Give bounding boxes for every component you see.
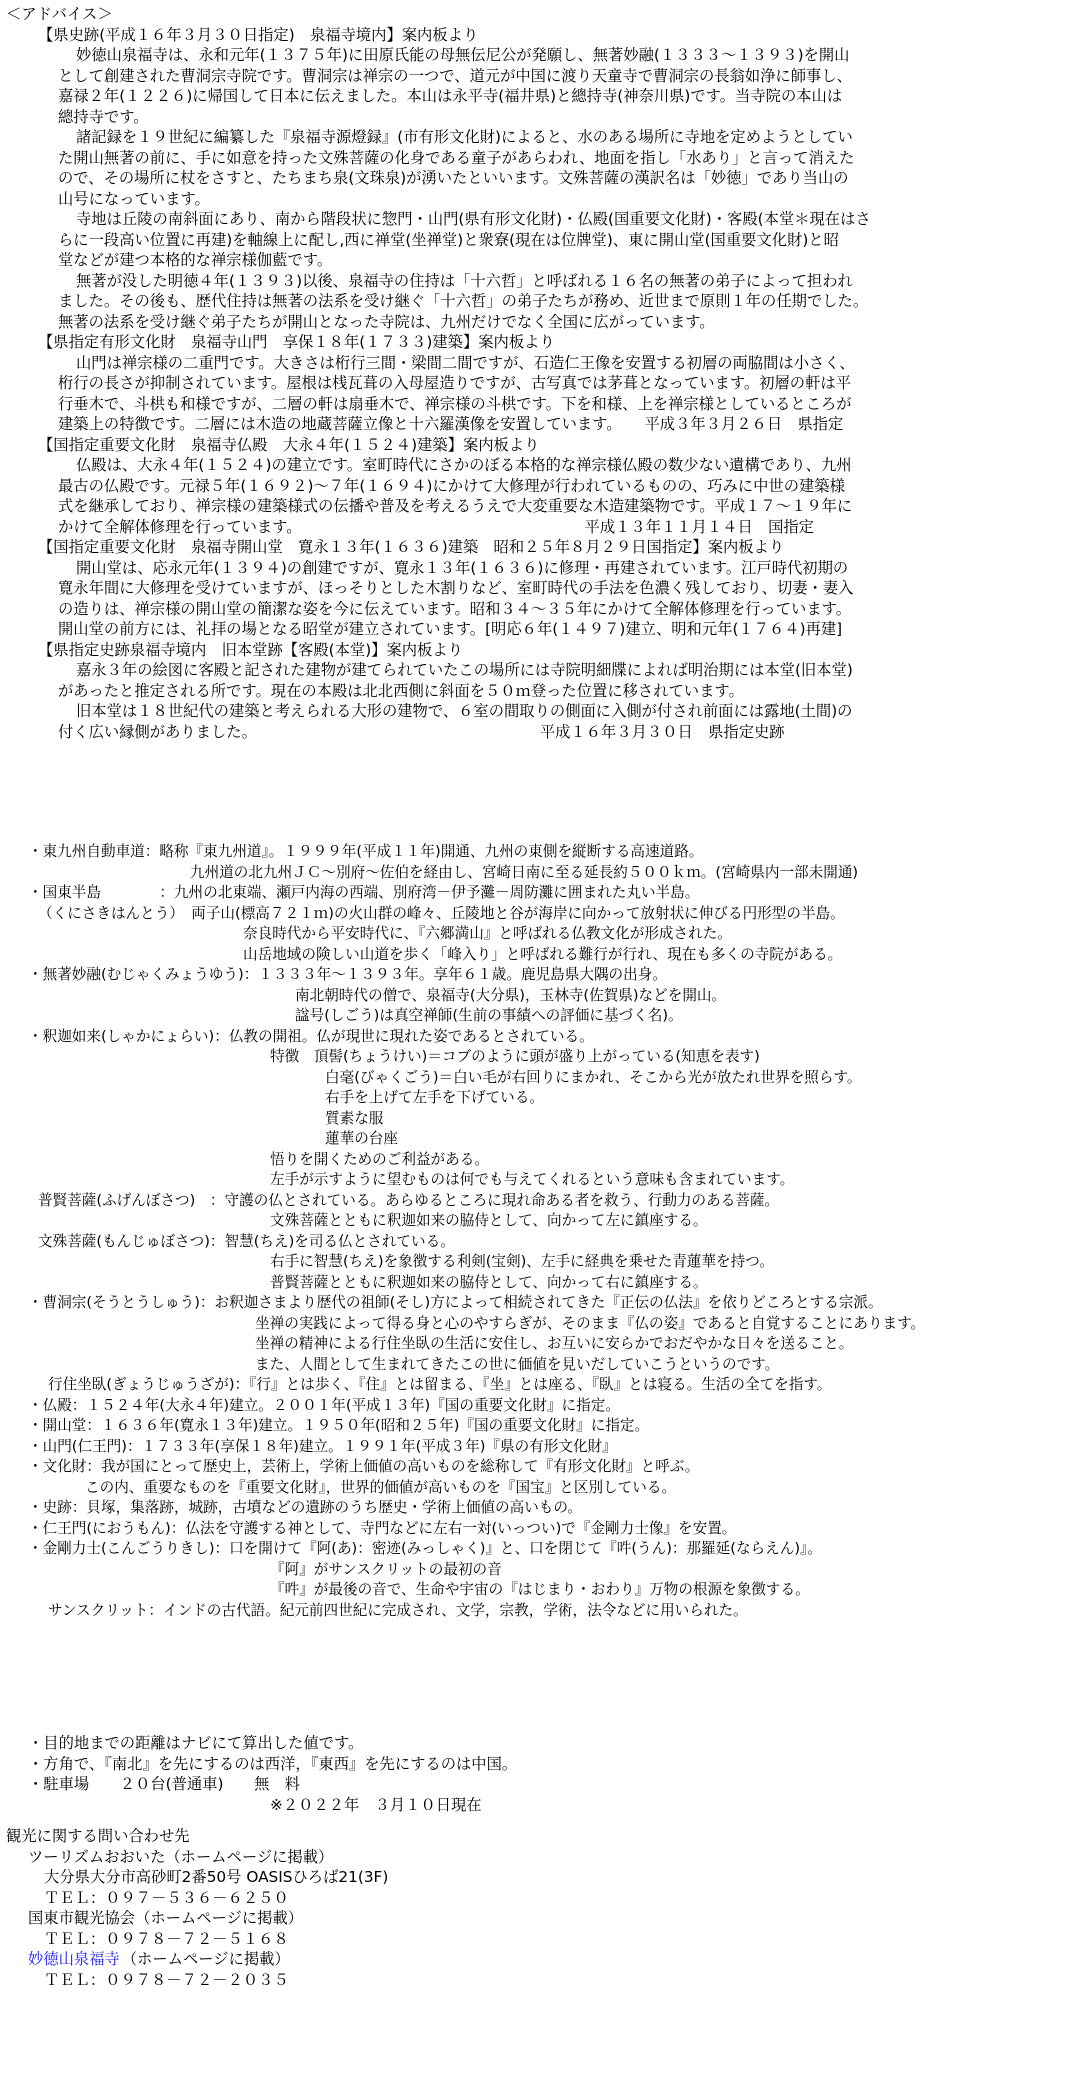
glossary-line: 白毫(びゃくごう)＝白い毛が右回りにまかれ、そこから光が放たれ世界を照らす。 [325, 1068, 862, 1086]
contact-name-suffix: （ホームページに掲載） [121, 1950, 290, 1968]
glossary-line: ・東九州自動車道：略称『東九州道』。１９９９年(平成１１年)開通、九州の東側を縦断する高速道路。 [28, 843, 704, 860]
glossary-line: ・無著妙融(むじゃくみょうゆう)：１３３３年〜１３９３年。享年６１歳。鹿児島県大隅の出身。 [28, 966, 667, 983]
section-text-line: 寛永年間に大修理を受けていますが、ほっそりとした木割りなど、室町時代の手法を色濃く残しており、切妻・妻入 [58, 579, 854, 597]
glossary-line: ・文化財：我が国にとって歴史上，芸術上，学術上価値の高いものを総称して『有形文化財』と呼ぶ。 [28, 1458, 700, 1475]
glossary-line: 奈良時代から平安時代に、『六郷満山』と呼ばれる仏教文化が形成された。 [243, 925, 732, 942]
section-text-line: 式を継承しており、禅宗様の建築様式の伝播や普及を考えるうえで大変重要な木造建築物です。平成１７〜１９年に [58, 497, 853, 515]
section-text-line: 付く広い縁側がありました。 平成１６年３月３０日 県指定史跡 [58, 722, 785, 741]
section-text-line: 最古の仏殿です。元禄５年(１６９２)〜７年(１６９４)にかけて大修理が行われているものの、巧みに中世の建築様 [58, 476, 845, 495]
glossary-line: 坐禅の実践によって得る身と心のやすらぎが、そのまま『仏の姿』であると自覚することにあります。 [255, 1314, 926, 1332]
glossary-line: この内、重要なものを『重要文化財』，世界的価値が高いものを『国宝』と区別している。 [85, 1478, 677, 1496]
glossary-line: 九州道の北九州ＪＣ〜別府～佐伯を経由し、宮崎日南に至る延長約５００ｋｍ。(宮崎県内一部未開通) [190, 863, 859, 881]
glossary-line: 坐禅の精神による行住坐臥の生活に安住し、お互いに安らかでおだやかな日々を送ること。 [255, 1335, 854, 1352]
section-text-line: 開山堂の前方には、礼拝の場となる昭堂が建立されています。[明応６年(１４９７)建立、明和元年(１７６４)再建] [58, 620, 843, 638]
contact-name-kunisaki-association: 国東市観光協会（ホームページに掲載） [28, 1909, 304, 1927]
glossary-line: 特徴 頂髻(ちょうけい)＝コブのように頭が盛り上がっている(知恵を表す) [270, 1048, 760, 1065]
section-text-line: があったと推定される所です。現在の本殿は北北西側に斜面を５０ｍ登った位置に移されています。 [58, 681, 744, 700]
glossary-line: 文殊菩薩とともに釈迦如来の脇侍として、向かって左に鎮座する。 [270, 1212, 708, 1229]
section-text-line: 諸記録を１９世紀に編纂した『泉福寺源燈録』(市有形文化財)によると、水のある場所に寺地を定めようとしてい [76, 128, 853, 146]
glossary-line: 右手を上げて左手を下げている。 [325, 1089, 544, 1106]
section-text-line: 無著が没した明徳４年(１３９３)以後、泉福寺の住持は「十六哲」と呼ばれる１６名の無著の弟子によって担われ [76, 271, 853, 290]
section-text-line: 山号になっています。 [58, 189, 210, 208]
glossary-line: 『吽』が最後の音で、生命や宇宙の『はじまり・おわり』万物の根源を象徴する。 [270, 1581, 810, 1598]
contact-tel: ＴＥＬ：０９７－５３６－６２５０ [44, 1888, 289, 1907]
glossary-line: 『阿』がサンスクリットの最初の音 [270, 1560, 502, 1578]
glossary-line: 普賢菩薩とともに釈迦如来の脇侍として、向かって右に鎮座する。 [270, 1273, 708, 1291]
glossary-line: ・開山堂：１６３６年(寛永１３年)建立。１９５０年(昭和２５年)『国の重要文化財』に指定。 [28, 1417, 650, 1434]
glossary-line: ・史跡：貝塚，集落跡，城跡，古墳などの遺跡のうち歴史・学術上価値の高いもの。 [28, 1499, 582, 1516]
section-text-line: らに一段高い位置に再建)を軸線上に配し,西に禅堂(坐禅堂)と衆寮(現在は位牌堂)、東に開山堂(国重要文化財)と昭 [58, 230, 839, 249]
note-line: ・方角で、『南北』を先にするのは西洋，『東西』を先にするのは中国。 [28, 1754, 518, 1773]
glossary-line: 蓮華の台座 [325, 1130, 398, 1147]
glossary-line: サンスクリット：インドの古代語。紀元前四世紀に完成され、文学，宗教，学術，法令などに用いられた。 [48, 1601, 748, 1619]
glossary-line: ・山門(仁王門)：１７３３年(享保１８年)建立。１９９１年(平成３年)『県の有形文化財』 [28, 1437, 617, 1455]
section-text-line: 無著の法系を受け継ぐ弟子たちが開山となった寺院は、九州だけでなく全国に広がっています。 [58, 312, 715, 331]
section-title: 【国指定重要文化財 泉福寺開山堂 寛永１３年(１６３６)建築 昭和２５年８月２９日国指定】案内板より [38, 538, 785, 556]
glossary-line: （くにさきはんとう） 両子山(標高７２１ｍ)の火山群の峰々、丘陵地と谷が海岸に向かって放射状に伸びる円形型の半島。 [38, 904, 845, 922]
glossary-line: ・釈迦如来(しゃかにょらい)：仏教の開祖。仏が現世に現れた姿であるとされている。 [28, 1027, 594, 1045]
section-title: 【県指定史跡泉福寺境内 旧本堂跡【客殿(本堂)】案内板より [38, 640, 463, 659]
glossary-line: 普賢菩薩(ふげんぼさつ) ：守護の仏とされている。あらゆるところに現れ命ある者を救う、行動力のある菩薩。 [38, 1191, 780, 1209]
section-text-line: 堂などが建つ本格的な禅宗様伽藍です。 [58, 251, 333, 269]
section-text-line: ました。その後も、歴代住持は無著の法系を受け継ぐ「十六哲」の弟子たちが務め、近世まで原則１年の任期でした。 [58, 292, 869, 310]
section-text-line: 總持寺です。 [58, 107, 149, 126]
glossary-line: ・仏殿：１５２４年(大永４年)建立。２００１年(平成１３年)『国の重要文化財』に指定。 [28, 1396, 620, 1414]
contact-tel: ＴＥＬ：０９７８－７２－２０３５ [44, 1970, 289, 1989]
section-text-line: 仏殿は、大永４年(１５２４)の建立です。室町時代にさかのぼる本格的な禅宗様仏殿の数少ない遺構であり、九州 [76, 456, 852, 474]
section-text-line: 開山堂は、応永元年(１３９４)の創建ですが、寛永１３年(１６３６)に修理・再建されています。江戸時代初期の [76, 558, 849, 577]
glossary-line: 行住坐臥(ぎょうじゅうざが)：『行』とは歩く、『住』とは留まる、『坐』とは座る、『臥』とは寝る。生活の全てを指す。 [48, 1376, 832, 1393]
section-text-line: ので、その場所に杖をさすと、たちまち泉(文珠泉)が湧いたといいます。文殊菩薩の漢訳名は「妙徳」であり当山の [58, 169, 849, 187]
section-text-line: 寺地は丘陵の南斜面にあり、南から階段状に惣門・山門(県有形文化財)・仏殿(国重要文化財)・客殿(本堂＊現在はさ [76, 210, 871, 228]
section-text-line: として創建された曹洞宗寺院です。曹洞宗は禅宗の一つで、道元が中国に渡り天童寺で曹洞宗の長翁如浄に師事し、 [58, 66, 852, 85]
section-text-line: 行垂木で、斗栱も和様ですが、二層の軒は扇垂木で、禅宗様の斗栱です。下を和様、上を禅宗様としているところが [58, 394, 852, 413]
glossary-line: ・曹洞宗(そうとうしゅう)：お釈迦さまより歴代の祖師(そし)方によって相続されてきた『正伝の仏法』を依りどころとする宗派。 [28, 1294, 883, 1311]
contact-name-tourism-oita: ツーリズムおおいた（ホームページに掲載） [28, 1847, 334, 1866]
section-title: 【国指定重要文化財 泉福寺仏殿 大永４年(１５２４)建築】案内板より [38, 435, 540, 454]
glossary-line: 諡号(しごう)は真空禅師(生前の事績への評価に基づく名)。 [295, 1007, 683, 1024]
section-title: 【県史跡(平成１６年３月３０日指定) 泉福寺境内】案内板より [38, 25, 479, 44]
glossary-line: 山岳地域の険しい山道を歩く「峰入り」と呼ばれる難行が行れ、現在も多くの寺院がある。 [243, 945, 843, 963]
glossary-line: 悟りを開くためのご利益がある。 [270, 1150, 489, 1168]
section-text-line: 嘉永３年の絵図に客殿と記された建物が建てられていたこの場所には寺院明細牒によれば明治期には本堂(旧本堂) [76, 661, 853, 679]
note-line: ・駐車場 ２０台(普通車) 無 料 [28, 1775, 300, 1793]
section-title: 【県指定有形文化財 泉福寺山門 享保１８年(１７３３)建築】案内板より [38, 333, 555, 351]
section-text-line: 山門は禅宗様の二重門です。大きさは桁行三間・梁間二間ですが、石造仁王像を安置する初層の両脇間は小さく、 [76, 353, 855, 372]
section-text-line: 妙徳山泉福寺は、永和元年(１３７５年)に田原氏能の母無伝尼公が発願し、無著妙融(１３３３〜１３９３)を開山 [76, 46, 850, 64]
section-text-line: 嘉禄２年(１２２６)に帰国して日本に伝えました。本山は永平寺(福井県)と總持寺(神奈川県)です。当寺院の本山は [58, 87, 843, 105]
contact-address: 大分県大分市高砂町2番50号 OASISひろば21(3F) [44, 1868, 389, 1886]
section-text-line: た開山無著の前に、手に如意を持った文殊菩薩の化身である童子があらわれ、地面を指し「水あり」と言って消えた [58, 148, 855, 167]
advice-heading: ＜アドバイス＞ [6, 5, 113, 23]
glossary-line: 南北朝時代の僧で、泉福寺(大分県)，玉林寺(佐賀県)などを開山。 [295, 986, 727, 1004]
note-line: ※２０２２年 ３月１０日現在 [270, 1795, 482, 1814]
glossary-line: 文殊菩薩(もんじゅぼさつ)：智慧(ちえ)を司る仏とされている。 [38, 1232, 455, 1250]
glossary-line: 左手が示すように望むものは何でも与えてくれるという意味も含まれています。 [270, 1171, 795, 1188]
glossary-line: ・金剛力士(こんごうりきし)：口を開けて『阿(あ)：密迹(みっしゃく)』と、口を閉じて『吽(うん)：那羅延(ならえん)』。 [28, 1540, 822, 1557]
temple-link[interactable]: 妙徳山泉福寺 [28, 1950, 120, 1968]
section-text-line: 桁行の長さが抑制されています。屋根は桟瓦葺の入母屋造りですが、古写真では茅葺となっています。初層の軒は平 [58, 374, 851, 392]
note-line: ・目的地までの距離はナビにて算出した値です。 [28, 1734, 364, 1752]
section-text-line: 旧本堂は１８世紀代の建築と考えられる大形の建物で、６室の間取りの側面に入側が付され前面には露地(土間)の [76, 702, 853, 720]
glossary-line: ・仁王門(におうもん)：仏法を守護する神として、寺門などに左右一対(いっつい)で『金剛力士像』を安置。 [28, 1519, 737, 1537]
glossary-line: また、人間として生まれてきたこの世に価値を見いだしていこうというのです。 [255, 1355, 780, 1373]
glossary-line: 右手に智慧(ちえ)を象徴する利剣(宝剣)、左手に経典を乗せた青蓮華を持つ。 [270, 1253, 774, 1270]
section-text-line: かけて全解体修理を行っています。 平成１３年１１月１４日 国指定 [58, 517, 814, 536]
contact-tel: ＴＥＬ：０９７８－７２－５１６８ [44, 1929, 289, 1948]
glossary-line: ・国東半島 ：九州の北東端、瀬戸内海の西端、別府湾－伊予灘－周防灘に囲まれた丸い半島。 [28, 884, 700, 901]
section-text-line: の造りは、禅宗様の開山堂の簡潔な姿を今に伝えています。昭和３４〜３５年にかけて全解体修理を行っています。 [58, 599, 851, 618]
glossary-line: 質素な服 [325, 1109, 384, 1127]
contact-heading: 観光に関する問い合わせ先 [6, 1827, 190, 1845]
section-text-line: 建築上の特徴です。二層には木造の地蔵菩薩立像と十六羅漢像を安置しています。 平成３年３月２６日 県指定 [58, 415, 844, 433]
